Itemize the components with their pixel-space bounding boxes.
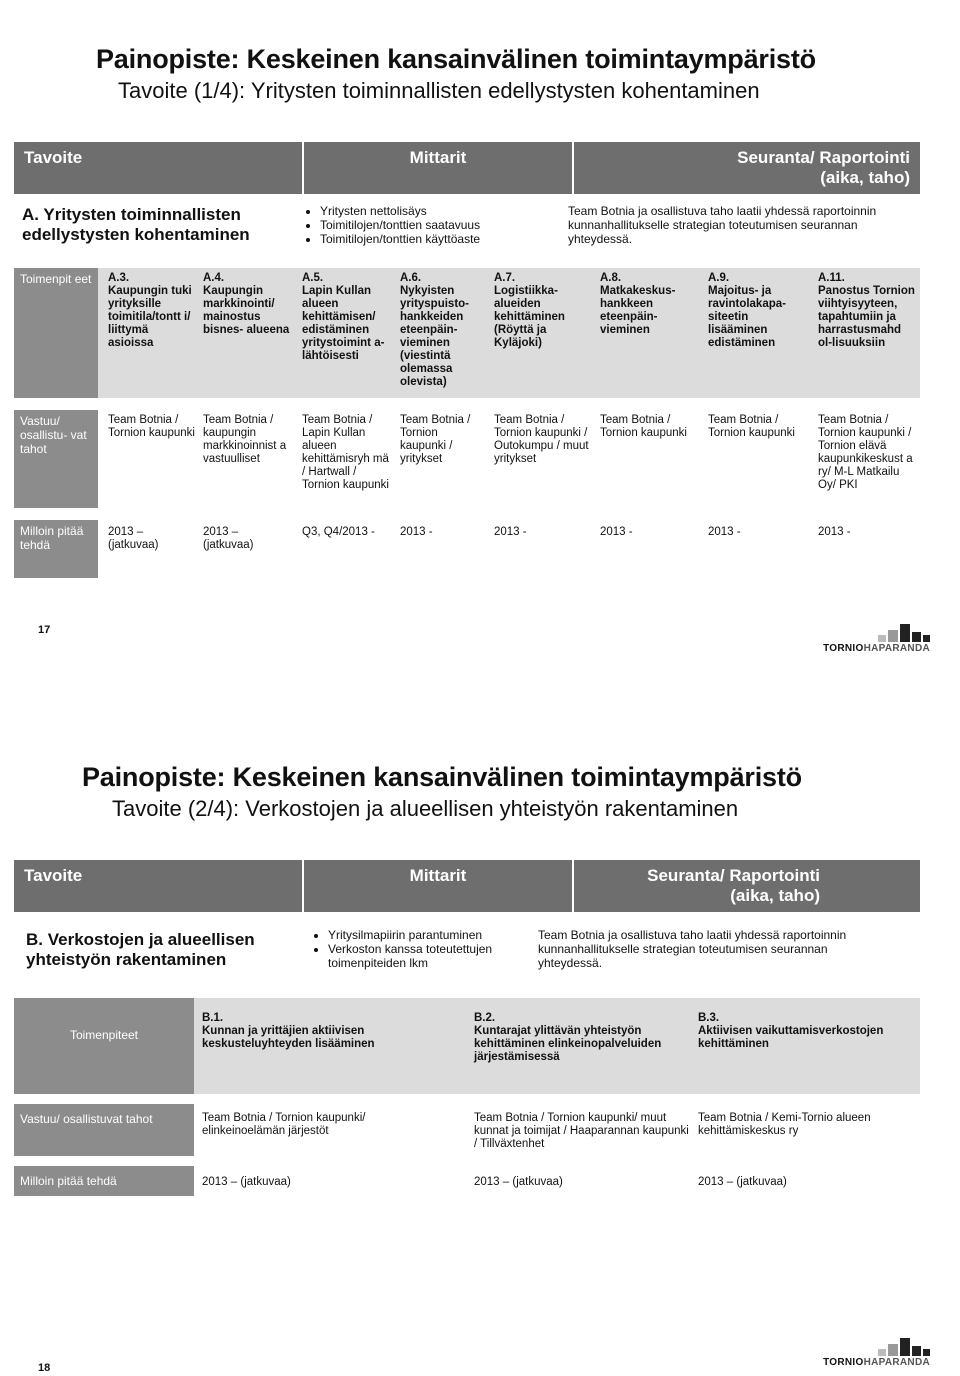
header-goal: Tavoite	[24, 148, 83, 167]
logo-mark-icon	[870, 1338, 930, 1356]
header-reporting: Seuranta/ Raportointi (aika, taho)	[572, 142, 920, 194]
when-a7: 2013 -	[494, 526, 527, 538]
tornio-haparanda-logo	[815, 1338, 930, 1368]
reporting-text: Team Botnia ja osallistuva taho laatii yhdessä raportoinnin kunnanhallitukselle strategian toteutumisen seurannan yhteydessä.	[568, 204, 877, 246]
action-a5: A.5. Lapin Kullan alueen kehittämisen/ edistäminen yritystoimint a-lähtöisesti	[302, 272, 385, 362]
when-b1: 2013 – (jatkuvaa)	[202, 1176, 291, 1188]
page-number: 17	[38, 624, 51, 636]
action-a4: A.4. Kaupungin markkinointi/ mainostus bisnes- alueena	[203, 272, 290, 336]
header-metrics: Mittarit	[302, 860, 572, 912]
table-header	[14, 860, 920, 912]
logo-text: TORNIOHAPARANDA	[823, 1357, 930, 1368]
row-label-responsible: Vastuu/ osallistu- vat tahot	[14, 410, 98, 508]
page-number: 18	[38, 1362, 51, 1374]
responsible-a8: Team Botnia / Tornion kaupunki	[600, 414, 687, 439]
action-b3: B.3. Aktiivisen vaikuttamisverkostojen kehittäminen	[698, 1012, 884, 1050]
row-label-when: Milloin pitää tehdä	[14, 1166, 194, 1196]
page-title: Painopiste: Keskeinen kansainvälinen toimintaympäristö	[82, 762, 802, 792]
metrics-list	[314, 928, 548, 970]
action-a7: A.7. Logistiikka- alueiden kehittäminen (Röyttä ja Kyläjoki)	[494, 272, 565, 349]
row-label-responsible: Vastuu/ osallistuvat tahot	[14, 1104, 194, 1156]
header-metrics: Mittarit	[302, 142, 572, 194]
when-a4: 2013 – (jatkuvaa)	[203, 526, 254, 551]
header-reporting: Seuranta/ Raportointi (aika, taho)	[572, 860, 920, 912]
metric-item: • Yritysten nettolisäys	[320, 204, 550, 218]
responsible-a11: Team Botnia / Tornion kaupunki / Tornion elävä kaupunkikeskust a ry/ M-L Matkailu Oy/ PKI	[818, 414, 913, 491]
action-a6: A.6. Nykyisten yrityspuisto- hankkeiden eteenpäin- vieminen (viestintä olemassa olevista)	[400, 272, 470, 388]
responsible-b2: Team Botnia / Tornion kaupunki/ muut kunnat ja toimijat / Haaparannan kaupunki / Tillväxtenhet	[474, 1112, 689, 1150]
page-title: Painopiste: Keskeinen kansainvälinen toimintaympäristö	[96, 44, 816, 74]
row-label-when: Milloin pitää tehdä	[14, 520, 98, 578]
metrics-list	[306, 204, 550, 246]
responsible-b1: Team Botnia / Tornion kaupunki/ elinkeinoelämän järjestöt	[202, 1112, 366, 1137]
responsible-b3: Team Botnia / Kemi-Tornio alueen kehittämiskeskus ry	[698, 1112, 871, 1137]
when-a9: 2013 -	[708, 526, 741, 538]
responsible-a7: Team Botnia / Tornion kaupunki / Outokumpu / muut yritykset	[494, 414, 589, 465]
action-a3: A.3. Kaupungin tuki yrityksille toimitila/tontt i/ liittymä asioissa	[108, 272, 192, 349]
metric-item: • Toimitilojen/tonttien saatavuus	[320, 218, 550, 232]
page-subtitle: Tavoite (2/4): Verkostojen ja alueellisen yhteistyön rakentaminen	[112, 796, 739, 821]
tornio-haparanda-logo	[815, 624, 930, 654]
row-label-measures: Toimenpiteet	[14, 998, 194, 1094]
when-a3: 2013 – (jatkuvaa)	[108, 526, 159, 551]
action-a8: A.8. Matkakeskus- hankkeen eteenpäin- vieminen	[600, 272, 676, 336]
header-goal: Tavoite	[24, 866, 83, 885]
action-b1: B.1. Kunnan ja yrittäjien aktiivisen keskusteluyhteyden lisääminen	[202, 1012, 375, 1050]
logo-mark-icon	[870, 624, 930, 642]
action-a11: A.11. Panostus Tornion viihtyisyyteen, tapahtumiin ja harrastusmahd ol-lisuuksiin	[818, 272, 915, 349]
when-a6: 2013 -	[400, 526, 433, 538]
when-a5: Q3, Q4/2013 -	[302, 526, 375, 538]
when-b2: 2013 – (jatkuvaa)	[474, 1176, 563, 1188]
metric-item: • Toimitilojen/tonttien käyttöaste	[320, 232, 550, 246]
action-a9: A.9. Majoitus- ja ravintolakapa- siteetin lisääminen edistäminen	[708, 272, 786, 349]
when-a8: 2013 -	[600, 526, 633, 538]
page-subtitle: Tavoite (1/4): Yritysten toiminnallisten edellystysten kohentaminen	[118, 78, 760, 103]
responsible-a6: Team Botnia / Tornion kaupunki / yritykset	[400, 414, 471, 465]
responsible-a9: Team Botnia / Tornion kaupunki	[708, 414, 795, 439]
action-b2: B.2. Kuntarajat ylittävän yhteistyön kehittäminen elinkeinopalveluiden järjestämisessä	[474, 1012, 662, 1063]
responsible-a3: Team Botnia / Tornion kaupunki	[108, 414, 195, 439]
goal-text: B. Verkostojen ja alueellisen yhteistyön rakentaminen	[26, 930, 255, 969]
goal-text: A. Yritysten toiminnallisten edellystysten kohentaminen	[22, 205, 250, 244]
when-b3: 2013 – (jatkuvaa)	[698, 1176, 787, 1188]
table-header	[14, 142, 920, 194]
responsible-a5: Team Botnia / Lapin Kullan alueen kehittämisryh mä / Hartwall / Tornion kaupunki	[302, 414, 389, 491]
metric-item: • Yritysilmapiirin parantuminen	[328, 928, 548, 942]
responsible-a4: Team Botnia / kaupungin markkinoinnist a vastuulliset	[203, 414, 287, 465]
reporting-text: Team Botnia ja osallistuva taho laatii yhdessä raportoinnin kunnanhallitukselle strategian toteutumisen seurannan yhteydessä.	[538, 928, 847, 970]
row-label-measures: Toimenpit eet	[14, 268, 98, 398]
logo-text: TORNIOHAPARANDA	[823, 643, 930, 654]
metric-item: • Verkoston kanssa toteutettujen toimenpiteiden lkm	[328, 942, 548, 970]
when-a11: 2013 -	[818, 526, 851, 538]
